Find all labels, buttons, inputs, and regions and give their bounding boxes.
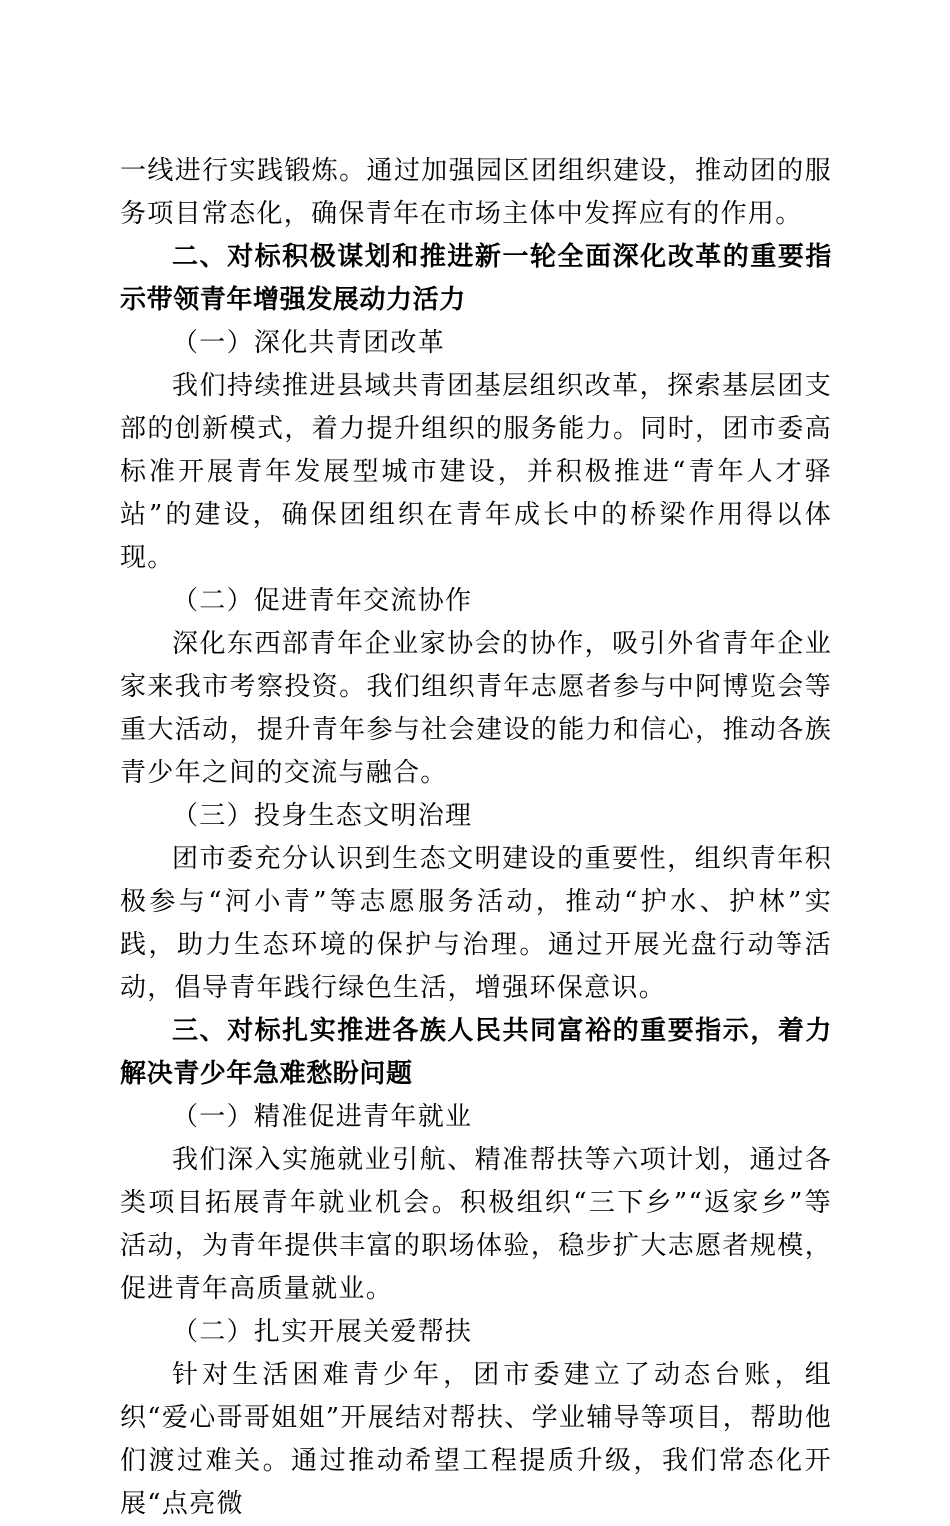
body-paragraph: 我们深入实施就业引航、精准帮扶等六项计划，通过各类项目拓展青年就业机会。积极组织“三下乡”“返家乡”等活动，为青年提供丰富的职场体验，稳步扩大志愿者规模，促进青年高质量就业。 [120,1145,832,1304]
body-paragraph: 针对生活困难青少年，团市委建立了动态台账，组织“爱心哥哥姐姐”开展结对帮扶、学业辅导等项目，帮助他们渡过难关。通过推动希望工程提质升级，我们常态化开展“点亮微 [120,1360,832,1519]
body-paragraph: 一线进行实践锻炼。通过加强园区团组织建设，推动团的服务项目常态化，确保青年在市场主体中发挥应有的作用。 [120,156,832,229]
subsection-heading-deepen-reform: （一）深化共青团改革 [172,328,446,358]
subsection-heading-employment: （一）精准促进青年就业 [172,1102,473,1132]
subsection-heading-ecology: （三）投身生态文明治理 [172,801,473,831]
document-page [120,150,832,1526]
section-heading-3: 三、对标扎实推进各族人民共同富裕的重要指示，着力解决青少年急难愁盼问题 [120,1016,832,1089]
body-paragraph: 深化东西部青年企业家协会的协作，吸引外省青年企业家来我市考察投资。我们组织青年志愿者参与中阿博览会等重大活动，提升青年参与社会建设的能力和信心，推动各族青少年之间的交流与融合。 [120,629,832,788]
subsection-heading-youth-exchange: （二）促进青年交流协作 [172,586,473,616]
body-paragraph: 我们持续推进县域共青团基层组织改革，探索基层团支部的创新模式，着力提升组织的服务能力。同时，团市委高标准开展青年发展型城市建设，并积极推进“青年人才驿站”的建设，确保团组织在青年成长中的桥梁作用得以体现。 [120,371,832,573]
subsection-heading-care-support: （二）扎实开展关爱帮扶 [172,1317,473,1347]
section-heading-2: 二、对标积极谋划和推进新一轮全面深化改革的重要指示带领青年增强发展动力活力 [120,242,832,315]
body-paragraph: 团市委充分认识到生态文明建设的重要性，组织青年积极参与“河小青”等志愿服务活动，推动“护水、护林”实践，助力生态环境的保护与治理。通过开展光盘行动等活动，倡导青年践行绿色生活，增强环保意识。 [120,844,832,1003]
